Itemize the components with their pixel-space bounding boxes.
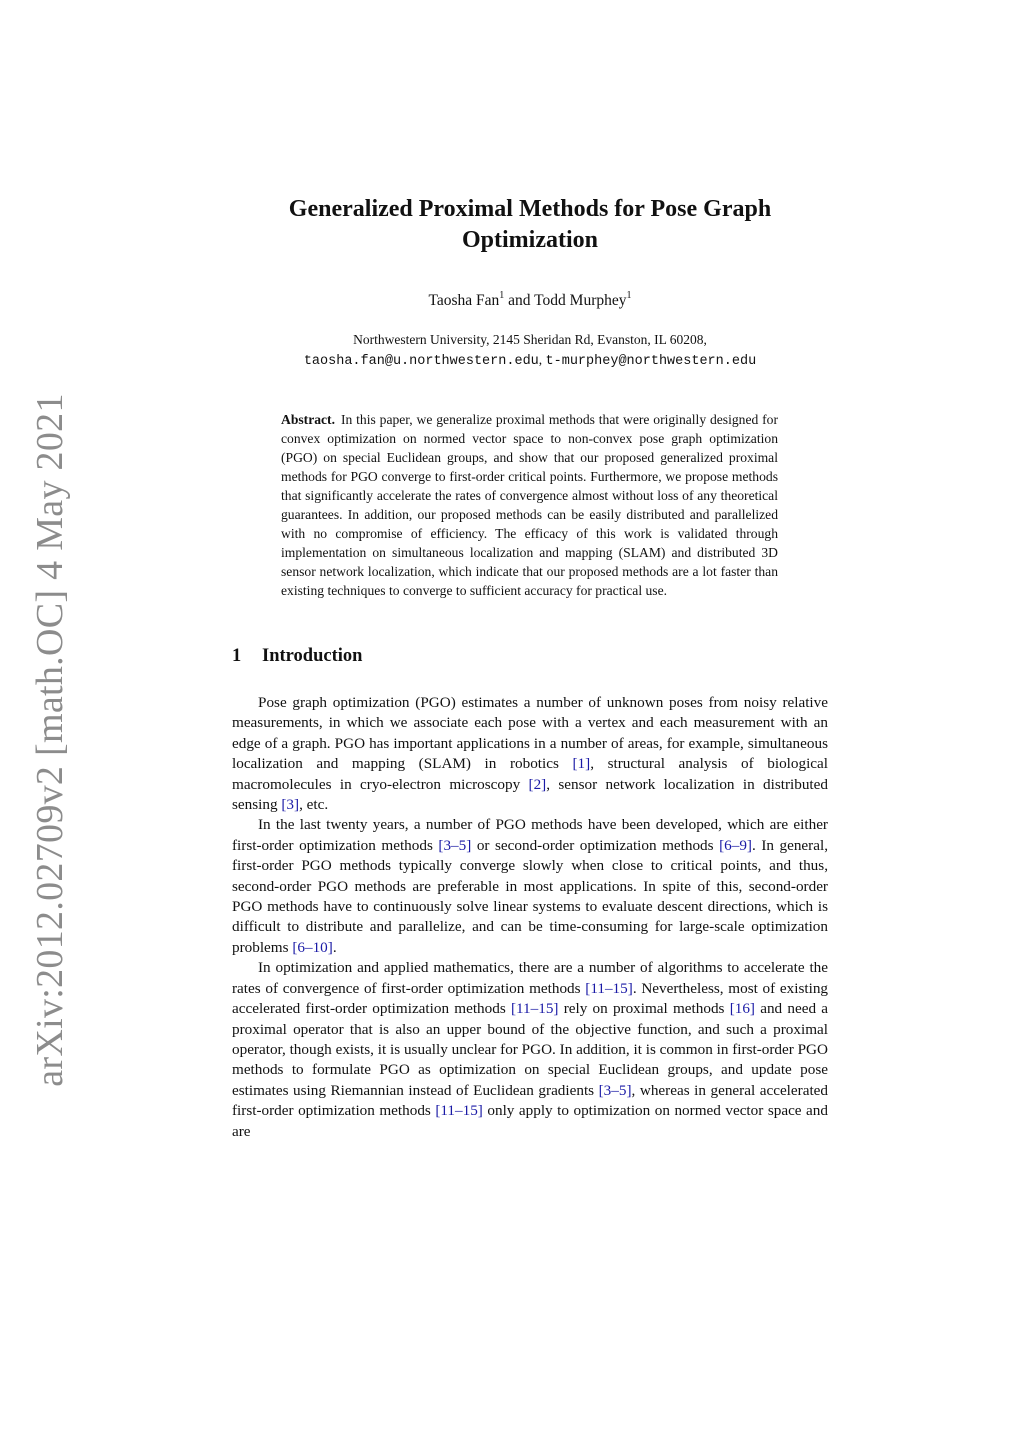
citation-link[interactable]: [6–10] — [292, 938, 333, 956]
paragraph-text: only apply to optimization on normed vector space and are — [232, 1102, 828, 1140]
paragraph-text: . Nevertheless, most of existing accelerated first-order optimization methods — [232, 979, 829, 1018]
section-title: Introduction — [262, 646, 363, 666]
paragraph-text: or second-order optimization methods — [471, 836, 720, 854]
title-line-2: Optimization — [462, 227, 598, 253]
citation-link[interactable]: [11–15] — [510, 1000, 559, 1018]
section-number: 1 — [232, 646, 242, 666]
email-separator: , — [538, 352, 546, 367]
paragraph-text: , structural analysis of biological macromolecules in cryo-electron microscopy — [232, 755, 829, 793]
paragraph-text: . — [332, 938, 337, 956]
author-list — [232, 292, 828, 310]
paragraph-text: rely on proximal methods — [558, 1000, 730, 1018]
citation-link[interactable]: [2] — [528, 775, 547, 793]
author-name: Taosha Fan — [428, 292, 500, 309]
citation-link[interactable]: [11–15] — [435, 1102, 483, 1120]
paragraph-text: . In general, first-order PGO methods typically converge slowly when close to critical points, and thus, second-order PGO methods are preferable in most applications. In spite of this, second-order PGO methods have to continuously solve linear systems to evaluate descent directions, which is difficult to distribute and parallelize, and can be time-consuming for large-scale optimization problems — [232, 836, 828, 956]
paragraph-text: Pose graph optimization (PGO) estimates a number of unknown poses from noisy relative measurements, in which we associate each pose with a vertex and each measurement with an edge of a graph. PGO has important applications in a number of areas, for example, simultaneous localization and mapping (SLAM) in robotics — [232, 694, 828, 773]
author-name: Todd Murphey — [534, 292, 627, 309]
affiliation-mark: 1 — [499, 290, 505, 301]
paragraph-text: In the last twenty years, a number of PGO methods have been developed, which are either first-order optimization methods — [232, 816, 828, 854]
paragraph — [232, 815, 828, 958]
paragraph-text: and need a proximal operator that is also an upper bound of the objective function, and such a proximal operator, though exists, it is usually unclear for PGO. In addition, it is common in first-order PGO methods to formulate PGO as optimization on special Euclidean groups, and update pose estimates using Riemannian instead of Euclidean gradients — [232, 1000, 828, 1099]
citation-link[interactable]: [3–5] — [438, 836, 472, 854]
paragraph-text: In optimization and applied mathematics, there are a number of algorithms to accelerate the rates of convergence of first-order optimization methods — [232, 959, 828, 997]
arxiv-identifier: arXiv:2012.02709v2 [math.OC] 4 May 2021 — [29, 393, 71, 1087]
abstract-label: Abstract. — [281, 412, 335, 427]
citation-link[interactable]: [6–9] — [719, 836, 752, 854]
section-body — [232, 693, 828, 1142]
title-line-1: Generalized Proximal Methods for Pose Graph — [288, 196, 772, 222]
author-connector: and — [504, 292, 535, 309]
section-heading — [232, 646, 828, 667]
paragraph-text: , etc. — [299, 796, 329, 814]
citation-link[interactable]: [3] — [281, 796, 300, 814]
paper-title — [232, 194, 828, 256]
citation-link[interactable]: [1] — [572, 755, 591, 773]
affiliation: Northwestern University, 2145 Sheridan Rd, Evanston, IL 60208, — [353, 332, 707, 347]
citation-link[interactable]: [11–15] — [585, 979, 633, 997]
paragraph — [232, 693, 828, 815]
email-list — [232, 350, 828, 372]
paragraph-text: , whereas in general accelerated first-order optimization methods — [232, 1081, 829, 1120]
paragraph — [232, 958, 828, 1142]
author-email[interactable]: t-murphey@northwestern.edu — [545, 354, 757, 369]
paragraph-text: , sensor network localization in distributed sensing — [232, 775, 828, 814]
abstract — [281, 410, 778, 600]
author-email[interactable]: taosha.fan@u.northwestern.edu — [303, 354, 539, 369]
citation-link[interactable]: [16] — [729, 1000, 755, 1018]
citation-link[interactable]: [3–5] — [598, 1081, 632, 1099]
affiliation-mark: 1 — [626, 290, 632, 301]
abstract-text: In this paper, we generalize proximal methods that were originally designed for convex optimization on normed vector space to non-convex pose graph optimization (PGO) on special Euclidean groups, and show that our proposed generalized proximal methods for PGO converge to first-order critical points. Furthermore, we propose methods that significantly accelerate the rates of convergence almost without loss of any theoretical guarantees. In addition, our proposed methods can be easily distributed and parallelized with no compromise of efficiency. The efficacy of this work is validated through implementation on simultaneous localization and mapping (SLAM) and distributed 3D sensor network localization, which indicate that our proposed methods are a lot faster than existing techniques to converge to sufficient accuracy for practical use. — [281, 412, 778, 598]
